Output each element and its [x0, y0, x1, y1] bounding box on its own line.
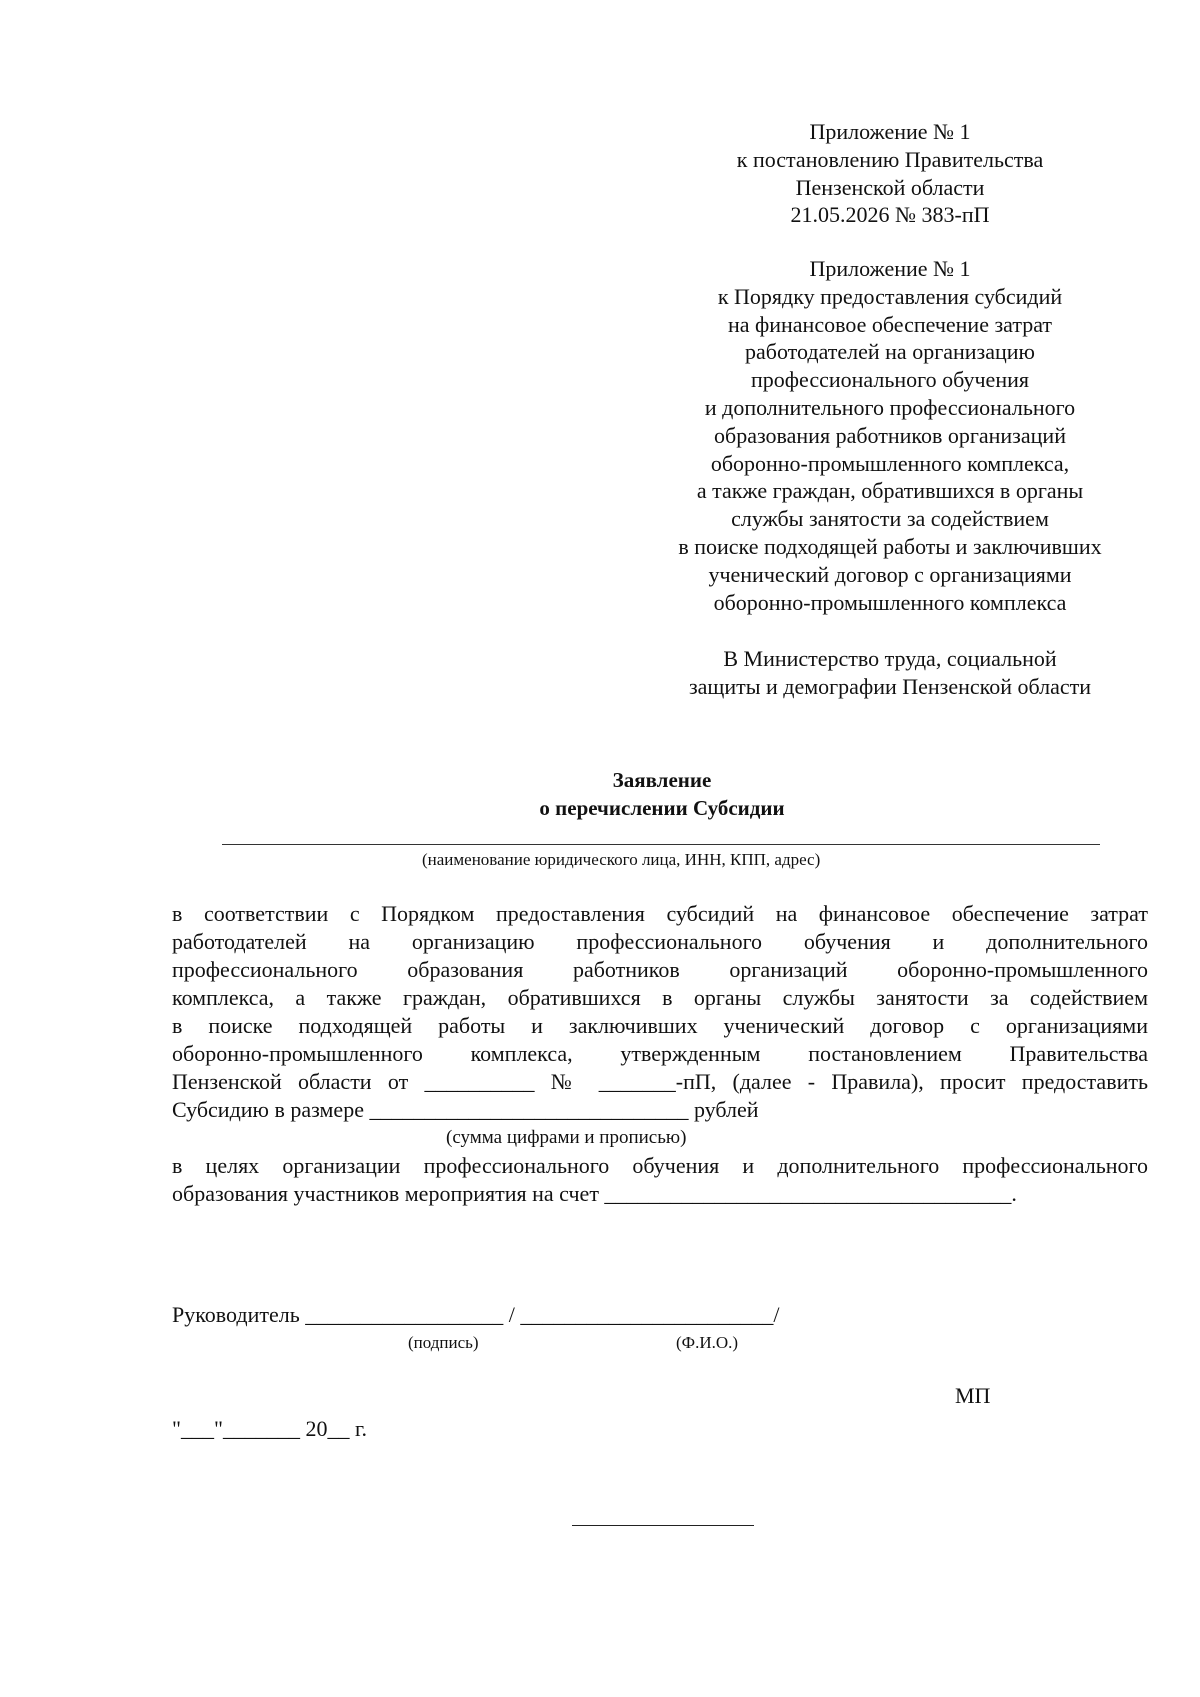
annex-line: работодателей на организацию	[745, 339, 1035, 365]
date-line[interactable]: "___"_______ 20__ г.	[172, 1416, 368, 1441]
paragraph-line: в целях организации профессионального обучения и дополнительного профессионального	[172, 1153, 1148, 1178]
purpose-paragraph	[172, 1152, 1148, 1208]
paragraph-line: оборонно-промышленного комплекса, утвержденным постановлением Правительства	[172, 1041, 1148, 1066]
amount-caption: (сумма цифрами и прописью)	[446, 1127, 687, 1148]
stamp-label: МП	[955, 1383, 991, 1408]
paragraph-line: Субсидию в размере _____________________________ рублей	[172, 1097, 759, 1122]
addressee-line: В Министерство труда, социальной	[723, 646, 1057, 671]
addressee	[650, 645, 1130, 701]
applicant-name-field[interactable]	[222, 844, 1100, 845]
annex-line: ученический договор с организациями	[708, 561, 1072, 587]
annex-line: оборонно-промышленного комплекса	[713, 589, 1067, 615]
annex-line: образования работников организаций	[714, 422, 1066, 448]
annex-line: оборонно-промышленного комплекса,	[710, 450, 1070, 476]
paragraph-line: в соответствии с Порядком предоставления субсидий на финансовое обеспечение затрат	[172, 901, 1148, 926]
applicant-caption: (наименование юридического лица, ИНН, КПП, адрес)	[422, 850, 821, 869]
annex-line: Приложение № 1	[809, 119, 971, 144]
name-caption: (Ф.И.О.)	[676, 1333, 739, 1352]
paragraph-line: в поиске подходящей работы и заключивших ученический договор с организациями	[172, 1013, 1148, 1038]
annex-line: 21.05.2026 № 383-пП	[790, 202, 990, 228]
request-paragraph	[172, 900, 1148, 1124]
annex-line: Приложение № 1	[809, 256, 971, 281]
annex-line: профессионального обучения	[751, 367, 1029, 393]
addressee-line: защиты и демографии Пензенской области	[688, 673, 1092, 699]
closing-rule	[572, 1525, 754, 1526]
document-title	[62, 766, 1200, 822]
paragraph-line: Пензенской области от __________ № _______-пП, (далее - Правила), просит предоставить	[172, 1069, 1148, 1094]
annex-line: на финансовое обеспечение затрат	[727, 311, 1053, 337]
annex-line: а также граждан, обратившихся в органы	[696, 478, 1084, 504]
paragraph-line: комплекса, а также граждан, обратившихся в органы службы занятости за содействием	[172, 985, 1148, 1010]
annex-line: к постановлению Правительства	[736, 146, 1044, 172]
paragraph-line: профессионального образования работников организаций оборонно-промышленного	[172, 957, 1148, 982]
annex-header-resolution	[650, 118, 1130, 229]
annex-header-procedure	[650, 255, 1130, 616]
signature-line[interactable]: Руководитель __________________ / _______________________/	[172, 1302, 780, 1327]
paragraph-line: работодателей на организацию профессионального обучения и дополнительного	[172, 929, 1148, 954]
title-line: о перечислении Субсидии	[539, 796, 785, 820]
annex-line: службы занятости за содействием	[731, 506, 1049, 532]
annex-line: и дополнительного профессионального	[704, 394, 1076, 420]
annex-line: Пензенской области	[795, 174, 985, 200]
paragraph-line: образования участников мероприятия на счет _____________________________________.	[172, 1181, 1017, 1206]
annex-line: в поиске подходящей работы и заключивших	[678, 533, 1102, 559]
title-line: Заявление	[612, 768, 712, 792]
annex-line: к Порядку предоставления субсидий	[717, 283, 1063, 309]
signature-caption: (подпись)	[408, 1333, 479, 1352]
